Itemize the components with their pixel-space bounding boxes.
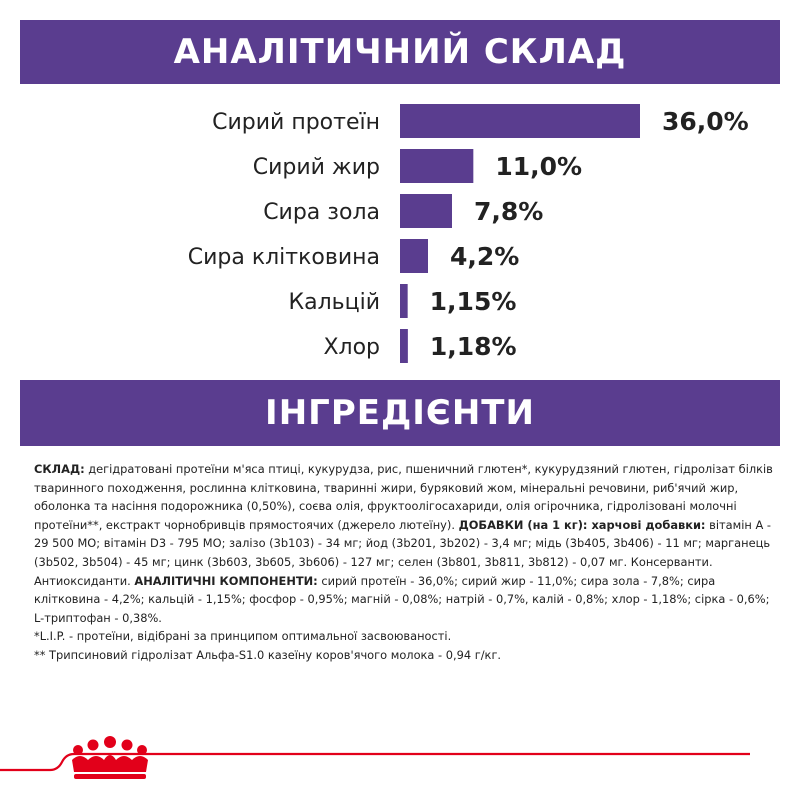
category-label: Сира зола bbox=[263, 200, 380, 225]
value-label: 1,15% bbox=[429, 287, 517, 316]
bar bbox=[400, 104, 640, 138]
category-label: Сирий жир bbox=[252, 155, 380, 180]
analytical-components-label: АНАЛІТИЧНІ КОМПОНЕНТИ: bbox=[134, 573, 318, 588]
category-label: Кальцій bbox=[288, 290, 380, 315]
bar bbox=[400, 284, 408, 318]
value-label: 1,18% bbox=[429, 332, 517, 361]
value-label: 36,0% bbox=[662, 107, 749, 136]
bar bbox=[400, 329, 408, 363]
footer-brand-band bbox=[0, 720, 800, 800]
bar bbox=[400, 149, 473, 183]
additives-text: вітамін A - 29 500 МО; вітамін D3 - 795 МО; залізо (3b103) - 34 мг; йод (3b201, 3b202) - 3,4 мг; мідь (3b405, 3b406) - 11 мг; марганець (3b502, 3b504) - 45 мг; цинк (3b603, 3b605, 3b606) - 127 мг; селен (3b801, 3b811, 3b812) - 0,07 мг. Консерванти. Антиоксиданти. bbox=[34, 517, 771, 588]
crown-icon bbox=[72, 736, 148, 779]
value-label: 11,0% bbox=[495, 152, 583, 181]
composition-label: СКЛАД: bbox=[34, 462, 85, 476]
analytical-components-text: сирий протеїн - 36,0%; сирий жир - 11,0%; сира зола - 7,8%; сира клітковина - 4,2%; кальцій - 1,15%; фосфор - 0,95%; магній - 0,08%; натрій - 0,7%, калій - 0,8%; хлор - 1,18%; сірка - 0,6%; L-триптофан - 0,38%. bbox=[34, 573, 770, 625]
bar bbox=[400, 194, 452, 228]
ingredients-block bbox=[34, 460, 774, 665]
category-label: Сира клітковина bbox=[187, 245, 380, 270]
value-label: 4,2% bbox=[450, 242, 520, 271]
composition-text: дегідратовані протеїни м'яса птиці, кукурудза, рис, пшеничний глютен*, кукурудзяний глютен, гідролізат білків тваринного походження, рослинна клітковина, тваринні жири, буряковий жом, мінеральні речовини, риб'ячий жир, оболонка та насіння подорожника (0,50%), соєва олія, фруктоолігосахариди, олія огірочника, гідролізовані молочні протеїни**, екстракт чорнобривців прямостоячих (джерело лютеїну). bbox=[34, 462, 773, 532]
bar bbox=[400, 239, 428, 273]
additives-label: ДОБАВКИ (на 1 кг): харчові добавки: bbox=[458, 517, 706, 532]
analysis-heading: АНАЛІТИЧНИЙ СКЛАД bbox=[20, 20, 780, 84]
category-label: Хлор bbox=[323, 335, 380, 360]
category-label: Сирий протеїн bbox=[212, 110, 380, 135]
value-label: 7,8% bbox=[474, 197, 544, 226]
ingredients-heading: ІНГРЕДІЄНТИ bbox=[20, 380, 780, 446]
footnote-hydrolysate: ** Трипсиновий гідролізат Альфа-S1.0 казеїну коров'ячого молока - 0,94 г/кг. bbox=[34, 647, 502, 662]
analysis-bar-chart bbox=[0, 90, 800, 370]
ingredients-paragraph bbox=[34, 460, 774, 627]
footnote-lip: *L.I.P. - протеїни, відібрані за принципом оптимальної засвоюваності. bbox=[34, 629, 452, 644]
